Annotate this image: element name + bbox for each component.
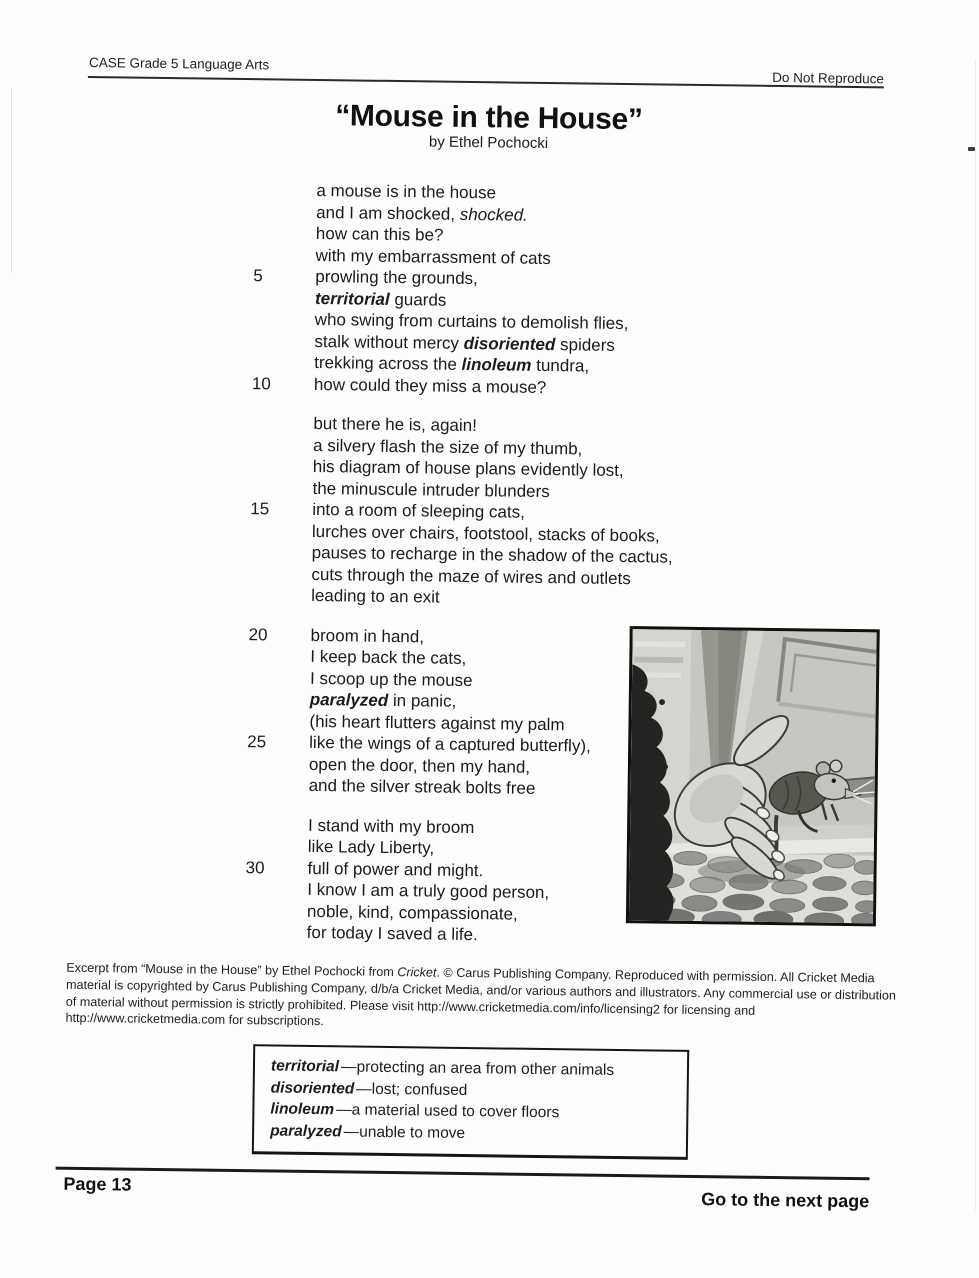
poem-line-text [307,901,518,923]
poem-line-text [307,923,478,944]
text-run: and the silver streak bolts free [308,775,536,798]
poem-line-text [310,668,473,689]
poem-line-text [313,435,583,458]
text-run: how can this be? [315,223,444,245]
text-run: in panic, [388,690,457,711]
text-run: the minuscule intruder blunders [312,478,550,501]
page-number: Page 13 [63,1173,132,1195]
text-run: stalk without mercy [314,331,464,353]
header-rule [88,76,884,88]
poem-line-text [312,478,549,500]
text-run: open the door, then my hand, [308,754,531,777]
poem-line-text [315,245,550,267]
poem-line-text [309,711,564,733]
line-number: 15 [250,499,270,519]
text-run: how could they miss a mouse? [313,374,547,397]
scan-edge-line-left [11,88,12,273]
text-run: I know I am a truly good person, [307,879,550,903]
poem-line-text [314,331,615,354]
stanza [0,176,678,400]
header-do-not-reproduce: Do Not Reproduce [772,69,885,87]
poem-line-text [315,288,447,309]
poem-line-text [311,564,631,587]
poem-line-text [308,815,475,836]
text-run: with my embarrassment of cats [315,245,551,268]
poem-line-text [310,625,424,645]
line-number: 30 [245,857,265,877]
glossary-definition: —a material used to cover floors [336,1101,560,1122]
line-number: 10 [251,373,271,393]
poem-line-text [315,267,478,288]
text-run: trekking across the [314,352,462,374]
scan-artifact-dash [968,147,975,151]
stanza [0,810,669,948]
emphasized-text-run: shocked. [459,204,528,225]
footer-rule [56,1167,870,1181]
glossary-term: disoriented [270,1078,355,1098]
glossary-term: territorial [270,1057,340,1076]
text-run: who swing from curtains to demolish flies, [314,309,629,334]
text-run: prowling the grounds, [315,266,478,289]
line-number: 20 [248,624,268,644]
poem-line-text [313,414,477,435]
scan-edge-line-right [975,60,976,1210]
text-run: his diagram of house plans evidently lost, [312,456,624,481]
poem-byline: by Ethel Pochocki [428,133,549,153]
poem-line-text [307,858,483,879]
poem-line-text [309,754,530,776]
emphasized-text-run: territorial [314,288,390,309]
poem-line-text [313,457,624,480]
text-run: pauses to recharge in the shadow of the cactus, [311,542,673,567]
stanza [0,409,675,611]
poem-line-text [310,647,466,668]
poem-line-text [311,586,440,607]
text-run: Excerpt from “Mouse in the House” by Ethel Pochocki from [66,960,398,980]
poem-line-text [315,310,629,333]
poem-title: “Mouse in the House” [335,99,643,137]
line-number: 25 [247,732,267,752]
text-run: full of power and might. [307,858,484,880]
text-run: spiders [555,334,615,355]
text-run: I keep back the cats, [310,646,467,668]
text-run: like the wings of a captured butterfly), [309,732,591,756]
glossary-term: linoleum [270,1100,335,1119]
line-number: 5 [253,266,263,286]
poem-line-text [307,880,549,902]
text-run: (his heart flutters against my palm [309,711,565,734]
text-run: broom in hand, [310,625,425,646]
text-run: but there he is, again! [313,413,478,436]
text-run: a silvery flash the size of my thumb, [312,435,583,458]
copyright-text [65,960,896,1038]
illustration-graphic [629,629,877,923]
text-run: cuts through the maze of wires and outlets [311,564,631,588]
go-to-next-page-label: Go to the next page [701,1189,870,1212]
mouse-release-illustration [626,626,880,926]
text-run: like Lady Liberty, [307,836,435,858]
text-run: noble, kind, compassionate, [306,901,518,924]
text-run: into a room of sleeping cats, [312,499,525,522]
glossary-term: paralyzed [270,1121,342,1140]
emphasized-text-run: Cricket [397,965,437,980]
poem-line-text [312,543,673,567]
text-run: lurches over chairs, footstool, stacks of books, [311,521,660,545]
emphasized-text-run: linoleum [461,354,532,375]
poem [0,176,678,966]
text-run: a mouse is in the house [316,180,497,203]
glossary-definition: —unable to move [343,1122,466,1142]
poem-line-text [312,521,660,545]
poem-line-text [314,374,547,396]
emphasized-text-run: disoriented [463,333,556,354]
text-run: I stand with my broom [308,815,475,837]
poem-line-text [312,500,525,522]
text-run: I scoop up the mouse [309,668,473,690]
text-run: tundra, [531,355,590,376]
poem-line-text [308,837,435,858]
poem-line-text [309,776,536,798]
stanza [0,620,672,801]
glossary-entry [270,1120,676,1147]
poem-line-text [316,202,528,224]
glossary-box [252,1044,689,1160]
text-run: guards [389,289,447,310]
glossary-definition: —protecting an area from other animals [340,1058,615,1079]
header-course-label: CASE Grade 5 Language Arts [89,54,270,73]
text-run: leading to an exit [311,585,440,607]
poem-line-text [310,690,457,711]
poem-line-text [314,353,589,376]
poem-line-text [316,181,496,202]
text-run: for today I saved a life. [306,922,478,945]
emphasized-text-run: paralyzed [309,689,389,710]
text-run: . © Carus Publishing Company. Reproduced with permission. All Cricket Media material is copyrighted by Carus Publishing Company, d/b/a Cricket Media, and/or various authors and illustrators. Any commercial use or distribution of material without permission is strictly prohibited. Please visit http://www.cricketmedia.com/info/licensing2 for licensing and http://www.cricketmedia.com for subscriptions. [65,965,896,1029]
poem-line-text [309,733,591,756]
poem-line-text [316,224,444,245]
glossary-definition: —lost; confused [356,1080,468,1099]
text-run: and I am shocked, [316,202,460,224]
